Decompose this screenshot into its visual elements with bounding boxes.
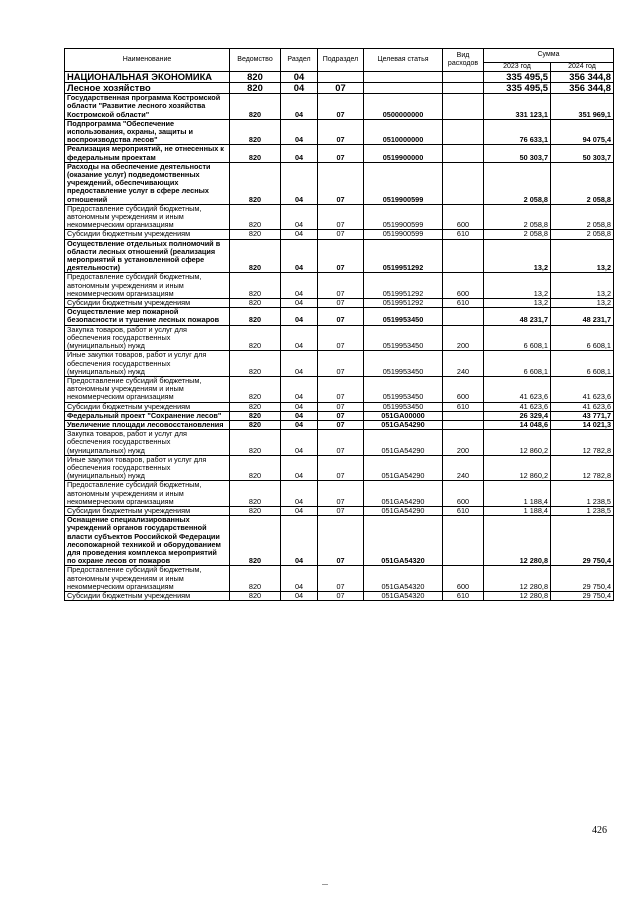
row-name: Закупка товаров, работ и услуг для обеспечения государственных (муниципальных) нужд — [65, 325, 230, 351]
row-name: Субсидии бюджетным учреждениям — [65, 591, 230, 600]
row-exp-type: 200 — [443, 325, 484, 351]
row-sum-2023: 14 048,6 — [484, 420, 551, 429]
row-target: 0519953450 — [364, 402, 443, 411]
row-sum-2023: 6 608,1 — [484, 325, 551, 351]
row-sum-2024: 13,2 — [551, 239, 614, 273]
row-subsection: 07 — [318, 481, 364, 507]
table-row — [65, 72, 614, 83]
row-sum-2024: 12 782,8 — [551, 430, 614, 456]
row-exp-type — [443, 72, 484, 83]
row-exp-type — [443, 308, 484, 325]
row-sum-2024: 94 075,4 — [551, 119, 614, 145]
row-dept: 820 — [230, 308, 281, 325]
row-section: 04 — [281, 420, 318, 429]
row-dept: 820 — [230, 239, 281, 273]
row-subsection: 07 — [318, 145, 364, 162]
row-subsection: 07 — [318, 325, 364, 351]
row-sum-2023: 13,2 — [484, 299, 551, 308]
row-dept: 820 — [230, 351, 281, 377]
row-exp-type: 610 — [443, 402, 484, 411]
row-subsection: 07 — [318, 230, 364, 239]
table-row — [65, 119, 614, 145]
row-dept: 820 — [230, 402, 281, 411]
row-subsection: 07 — [318, 506, 364, 515]
row-subsection — [318, 72, 364, 83]
row-exp-type: 200 — [443, 430, 484, 456]
row-sum-2023: 48 231,7 — [484, 308, 551, 325]
row-subsection: 07 — [318, 204, 364, 230]
row-exp-type — [443, 420, 484, 429]
row-sum-2023: 1 188,4 — [484, 506, 551, 515]
row-section: 04 — [281, 591, 318, 600]
row-sum-2024: 13,2 — [551, 273, 614, 299]
row-target: 051GA54290 — [364, 430, 443, 456]
row-section: 04 — [281, 239, 318, 273]
row-target: 0519951292 — [364, 299, 443, 308]
row-name: Федеральный проект "Сохранение лесов" — [65, 411, 230, 420]
row-subsection: 07 — [318, 162, 364, 204]
table-body — [65, 72, 614, 601]
row-sum-2024: 356 344,8 — [551, 72, 614, 83]
row-sum-2024: 2 058,8 — [551, 204, 614, 230]
table-row — [65, 239, 614, 273]
row-exp-type — [443, 145, 484, 162]
table-row — [65, 94, 614, 120]
row-section: 04 — [281, 230, 318, 239]
row-subsection: 07 — [318, 566, 364, 592]
row-sum-2024: 41 623,6 — [551, 376, 614, 402]
row-exp-type: 600 — [443, 376, 484, 402]
row-target: 051GA54290 — [364, 481, 443, 507]
row-name: Закупка товаров, работ и услуг для обеспечения государственных (муниципальных) нужд — [65, 430, 230, 456]
row-subsection: 07 — [318, 308, 364, 325]
row-target: 0519953450 — [364, 325, 443, 351]
header-subsection: Подраздел — [318, 49, 364, 72]
row-section: 04 — [281, 481, 318, 507]
row-name: НАЦИОНАЛЬНАЯ ЭКОНОМИКА — [65, 72, 230, 83]
row-dept: 820 — [230, 376, 281, 402]
row-exp-type — [443, 83, 484, 94]
row-name: Предоставление субсидий бюджетным, автономным учреждениям и иным некоммерческим организациям — [65, 566, 230, 592]
row-sum-2024: 13,2 — [551, 299, 614, 308]
table-row — [65, 455, 614, 481]
row-sum-2024: 41 623,6 — [551, 402, 614, 411]
row-dept: 820 — [230, 411, 281, 420]
row-exp-type: 600 — [443, 481, 484, 507]
row-target: 0500000000 — [364, 94, 443, 120]
row-target: 0510000000 — [364, 119, 443, 145]
row-target: 0519900599 — [364, 204, 443, 230]
row-sum-2023: 13,2 — [484, 239, 551, 273]
table-row — [65, 325, 614, 351]
row-dept: 820 — [230, 430, 281, 456]
page-number: 426 — [592, 825, 607, 836]
row-sum-2024: 48 231,7 — [551, 308, 614, 325]
row-subsection: 07 — [318, 420, 364, 429]
row-sum-2023: 41 623,6 — [484, 376, 551, 402]
row-target: 051GA00000 — [364, 411, 443, 420]
table-row — [65, 481, 614, 507]
row-sum-2023: 12 280,8 — [484, 566, 551, 592]
row-name: Оснащение специализированных учреждений органов государственной власти субъектов Российской Федерации лесопожарной техникой и оборудованием для проведения комплекса мероприятий по охране лесов от пожаров — [65, 516, 230, 566]
row-sum-2024: 29 750,4 — [551, 566, 614, 592]
row-exp-type: 600 — [443, 204, 484, 230]
row-subsection: 07 — [318, 351, 364, 377]
row-target: 0519951292 — [364, 239, 443, 273]
row-target: 0519900000 — [364, 145, 443, 162]
row-name: Субсидии бюджетным учреждениям — [65, 299, 230, 308]
row-subsection: 07 — [318, 455, 364, 481]
row-section: 04 — [281, 204, 318, 230]
budget-table — [64, 48, 614, 601]
row-dept: 820 — [230, 145, 281, 162]
row-name: Лесное хозяйство — [65, 83, 230, 94]
row-exp-type: 240 — [443, 455, 484, 481]
row-sum-2024: 2 058,8 — [551, 162, 614, 204]
row-section: 04 — [281, 455, 318, 481]
row-exp-type — [443, 411, 484, 420]
row-section: 04 — [281, 351, 318, 377]
row-subsection: 07 — [318, 83, 364, 94]
table-row — [65, 145, 614, 162]
row-sum-2023: 2 058,8 — [484, 204, 551, 230]
row-subsection: 07 — [318, 430, 364, 456]
row-section: 04 — [281, 411, 318, 420]
row-name: Иные закупки товаров, работ и услуг для обеспечения государственных (муниципальных) нужд — [65, 455, 230, 481]
row-name: Увеличение площади лесовосстановления — [65, 420, 230, 429]
row-dept: 820 — [230, 94, 281, 120]
row-sum-2023: 331 123,1 — [484, 94, 551, 120]
row-target: 051GA54290 — [364, 506, 443, 515]
row-subsection: 07 — [318, 402, 364, 411]
row-exp-type: 610 — [443, 230, 484, 239]
row-exp-type: 240 — [443, 351, 484, 377]
row-sum-2023: 2 058,8 — [484, 230, 551, 239]
row-section: 04 — [281, 72, 318, 83]
table-row — [65, 83, 614, 94]
row-section: 04 — [281, 402, 318, 411]
row-name: Субсидии бюджетным учреждениям — [65, 230, 230, 239]
table-row — [65, 162, 614, 204]
row-name: Реализация мероприятий, не отнесенных к федеральным проектам — [65, 145, 230, 162]
row-section: 04 — [281, 325, 318, 351]
table-row — [65, 204, 614, 230]
row-target — [364, 72, 443, 83]
row-subsection: 07 — [318, 239, 364, 273]
table-row — [65, 230, 614, 239]
row-sum-2024: 351 969,1 — [551, 94, 614, 120]
row-exp-type: 610 — [443, 506, 484, 515]
row-section: 04 — [281, 94, 318, 120]
row-target: 0519900599 — [364, 162, 443, 204]
row-dept: 820 — [230, 455, 281, 481]
row-dept: 820 — [230, 230, 281, 239]
row-sum-2023: 12 860,2 — [484, 455, 551, 481]
row-sum-2024: 43 771,7 — [551, 411, 614, 420]
header-target: Целевая статья — [364, 49, 443, 72]
row-target — [364, 83, 443, 94]
row-sum-2024: 356 344,8 — [551, 83, 614, 94]
row-section: 04 — [281, 119, 318, 145]
table-row — [65, 402, 614, 411]
row-name: Предоставление субсидий бюджетным, автономным учреждениям и иным некоммерческим организациям — [65, 376, 230, 402]
header-year-2023: 2023 год — [484, 63, 551, 72]
row-subsection: 07 — [318, 119, 364, 145]
row-section: 04 — [281, 376, 318, 402]
table-row — [65, 273, 614, 299]
row-exp-type — [443, 94, 484, 120]
table-row — [65, 591, 614, 600]
row-target: 0519953450 — [364, 376, 443, 402]
row-exp-type — [443, 239, 484, 273]
row-section: 04 — [281, 430, 318, 456]
row-dept: 820 — [230, 591, 281, 600]
row-exp-type — [443, 162, 484, 204]
row-sum-2024: 1 238,5 — [551, 481, 614, 507]
row-sum-2023: 335 495,5 — [484, 83, 551, 94]
header-exp-type: Вид расходов — [443, 49, 484, 72]
scan-mark — [322, 884, 328, 885]
row-dept: 820 — [230, 299, 281, 308]
row-section: 04 — [281, 145, 318, 162]
row-name: Государственная программа Костромской области "Развитие лесного хозяйства Костромской области" — [65, 94, 230, 120]
row-section: 04 — [281, 566, 318, 592]
row-section: 04 — [281, 308, 318, 325]
row-sum-2023: 1 188,4 — [484, 481, 551, 507]
table-row — [65, 376, 614, 402]
row-section: 04 — [281, 273, 318, 299]
row-dept: 820 — [230, 83, 281, 94]
row-sum-2023: 2 058,8 — [484, 162, 551, 204]
row-name: Предоставление субсидий бюджетным, автономным учреждениям и иным некоммерческим организациям — [65, 481, 230, 507]
row-section: 04 — [281, 299, 318, 308]
row-exp-type — [443, 119, 484, 145]
row-exp-type: 610 — [443, 299, 484, 308]
row-sum-2024: 2 058,8 — [551, 230, 614, 239]
table-row — [65, 516, 614, 566]
row-sum-2023: 335 495,5 — [484, 72, 551, 83]
row-sum-2023: 26 329,4 — [484, 411, 551, 420]
row-sum-2023: 12 280,8 — [484, 591, 551, 600]
table-row — [65, 430, 614, 456]
row-target: 051GA54320 — [364, 516, 443, 566]
table-row — [65, 308, 614, 325]
row-section: 04 — [281, 83, 318, 94]
table-row — [65, 351, 614, 377]
row-dept: 820 — [230, 516, 281, 566]
row-name: Расходы на обеспечение деятельности (оказание услуг) подведомственных учреждений, обеспечивающих предоставление услуг в сфере лесных отношений — [65, 162, 230, 204]
row-sum-2024: 50 303,7 — [551, 145, 614, 162]
row-target: 0519951292 — [364, 273, 443, 299]
row-dept: 820 — [230, 325, 281, 351]
row-dept: 820 — [230, 119, 281, 145]
row-exp-type: 610 — [443, 591, 484, 600]
row-subsection: 07 — [318, 273, 364, 299]
row-target: 051GA54320 — [364, 591, 443, 600]
row-name: Подпрограмма "Обеспечение использования, охраны, защиты и воспроизводства лесов" — [65, 119, 230, 145]
row-name: Субсидии бюджетным учреждениям — [65, 402, 230, 411]
row-sum-2024: 6 608,1 — [551, 325, 614, 351]
row-sum-2024: 29 750,4 — [551, 591, 614, 600]
row-exp-type: 600 — [443, 566, 484, 592]
row-sum-2024: 1 238,5 — [551, 506, 614, 515]
header-dept: Ведомство — [230, 49, 281, 72]
row-target: 051GA54290 — [364, 420, 443, 429]
row-sum-2024: 29 750,4 — [551, 516, 614, 566]
row-target: 0519900599 — [364, 230, 443, 239]
header-sum: Сумма — [484, 49, 614, 63]
row-section: 04 — [281, 506, 318, 515]
row-sum-2024: 14 021,3 — [551, 420, 614, 429]
row-name: Иные закупки товаров, работ и услуг для обеспечения государственных (муниципальных) нужд — [65, 351, 230, 377]
row-exp-type: 600 — [443, 273, 484, 299]
row-sum-2023: 12 280,8 — [484, 516, 551, 566]
row-sum-2024: 12 782,8 — [551, 455, 614, 481]
row-subsection: 07 — [318, 516, 364, 566]
row-sum-2023: 50 303,7 — [484, 145, 551, 162]
table-row — [65, 566, 614, 592]
row-name: Осуществление мер пожарной безопасности и тушение лесных пожаров — [65, 308, 230, 325]
header-name: Наименование — [65, 49, 230, 72]
row-sum-2024: 6 608,1 — [551, 351, 614, 377]
row-name: Субсидии бюджетным учреждениям — [65, 506, 230, 515]
row-sum-2023: 6 608,1 — [484, 351, 551, 377]
row-target: 051GA54290 — [364, 455, 443, 481]
row-subsection: 07 — [318, 94, 364, 120]
row-target: 0519953450 — [364, 351, 443, 377]
row-subsection: 07 — [318, 411, 364, 420]
row-dept: 820 — [230, 481, 281, 507]
header-year-2024: 2024 год — [551, 63, 614, 72]
row-name: Предоставление субсидий бюджетным, автономным учреждениям и иным некоммерческим организациям — [65, 204, 230, 230]
row-subsection: 07 — [318, 376, 364, 402]
row-target: 0519953450 — [364, 308, 443, 325]
row-sum-2023: 41 623,6 — [484, 402, 551, 411]
row-sum-2023: 76 633,1 — [484, 119, 551, 145]
row-dept: 820 — [230, 506, 281, 515]
row-subsection: 07 — [318, 299, 364, 308]
row-section: 04 — [281, 516, 318, 566]
row-dept: 820 — [230, 273, 281, 299]
row-dept: 820 — [230, 162, 281, 204]
row-exp-type — [443, 516, 484, 566]
row-dept: 820 — [230, 566, 281, 592]
row-name: Предоставление субсидий бюджетным, автономным учреждениям и иным некоммерческим организациям — [65, 273, 230, 299]
row-name: Осуществление отдельных полномочий в области лесных отношений (реализация мероприятий в установленной сфере деятельности) — [65, 239, 230, 273]
row-dept: 820 — [230, 204, 281, 230]
header-section: Раздел — [281, 49, 318, 72]
row-section: 04 — [281, 162, 318, 204]
row-sum-2023: 13,2 — [484, 273, 551, 299]
row-sum-2023: 12 860,2 — [484, 430, 551, 456]
row-subsection: 07 — [318, 591, 364, 600]
row-target: 051GA54320 — [364, 566, 443, 592]
row-dept: 820 — [230, 420, 281, 429]
row-dept: 820 — [230, 72, 281, 83]
